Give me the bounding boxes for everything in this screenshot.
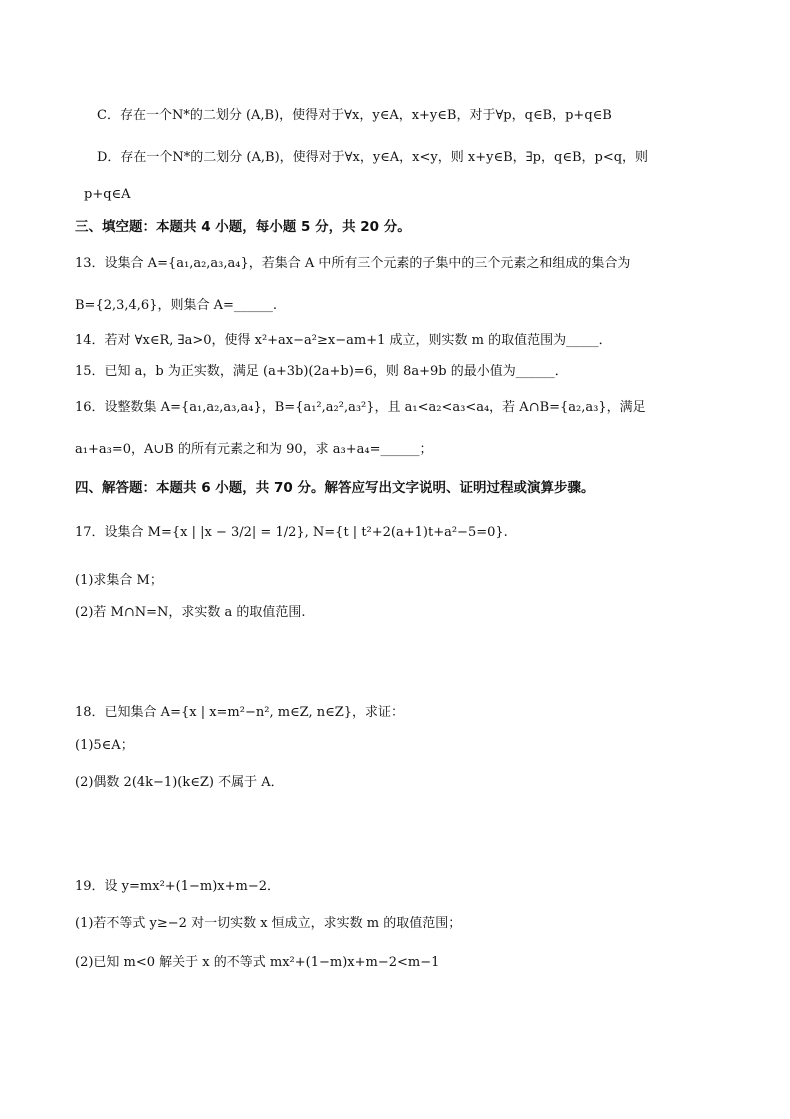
question-17: 17．设集合 M={x | |x − 3/2| = 1/2}, N={t | t²+2(a+1)t+a²−5=0}. bbox=[75, 525, 508, 540]
question-13-continued: B={2,3,4,6}，则集合 A=______. bbox=[75, 298, 278, 313]
question-17-part-1: (1)求集合 M； bbox=[75, 573, 163, 588]
question-18-part-2: (2)偶数 2(4k−1)(k∈Z) 不属于 A． bbox=[75, 775, 284, 790]
question-16-continued: a₁+a₃=0，A∪B 的所有元素之和为 90，求 a₃+a₄=______； bbox=[75, 442, 433, 457]
option-d: D．存在一个N*的二划分 (A,B)，使得对于∀x，y∈A，x<y，则 x+y∈B，∃p，q∈B，p<q，则 bbox=[97, 150, 649, 165]
option-c: C．存在一个N*的二划分 (A,B)，使得对于∀x，y∈A，x+y∈B，对于∀p，q∈B，p+q∈B bbox=[97, 108, 612, 123]
section-solutions-heading: 四、解答题：本题共 6 小题，共 70 分。解答应写出文字说明、证明过程或演算步骤。 bbox=[75, 480, 595, 496]
question-14: 14．若对 ∀x∈R, ∃a>0，使得 x²+ax−a²≥x−am+1 成立，则实数 m 的取值范围为_____． bbox=[75, 333, 612, 348]
question-19-part-1: (1)若不等式 y≥−2 对一切实数 x 恒成立，求实数 m 的取值范围； bbox=[75, 916, 462, 931]
question-17-part-2: (2)若 M∩N=N，求实数 a 的取值范围. bbox=[75, 605, 306, 620]
question-19: 19．设 y=mx²+(1−m)x+m−2． bbox=[75, 879, 281, 894]
question-16: 16．设整数集 A={a₁,a₂,a₃,a₄}，B={a₁²,a₂²,a₃²}，且 a₁<a₂<a₃<a₄，若 A∩B={a₂,a₃}，满足 bbox=[75, 400, 646, 415]
section-fill-in-heading: 三、填空题：本题共 4 小题，每小题 5 分，共 20 分。 bbox=[75, 219, 411, 235]
option-d-continued: p+q∈A bbox=[84, 187, 131, 202]
question-19-part-2: (2)已知 m<0 解关于 x 的不等式 mx²+(1−m)x+m−2<m−1 bbox=[75, 955, 440, 970]
question-13: 13．设集合 A={a₁,a₂,a₃,a₄}，若集合 A 中所有三个元素的子集中的三个元素之和组成的集合为 bbox=[75, 256, 631, 271]
question-18-part-1: (1)5∈A； bbox=[75, 738, 134, 753]
question-15: 15．已知 a，b 为正实数，满足 (a+3b)(2a+b)=6，则 8a+9b 的最小值为______． bbox=[75, 364, 568, 379]
question-18: 18．已知集合 A={x | x=m²−n², m∈Z, n∈Z}，求证： bbox=[75, 705, 405, 720]
